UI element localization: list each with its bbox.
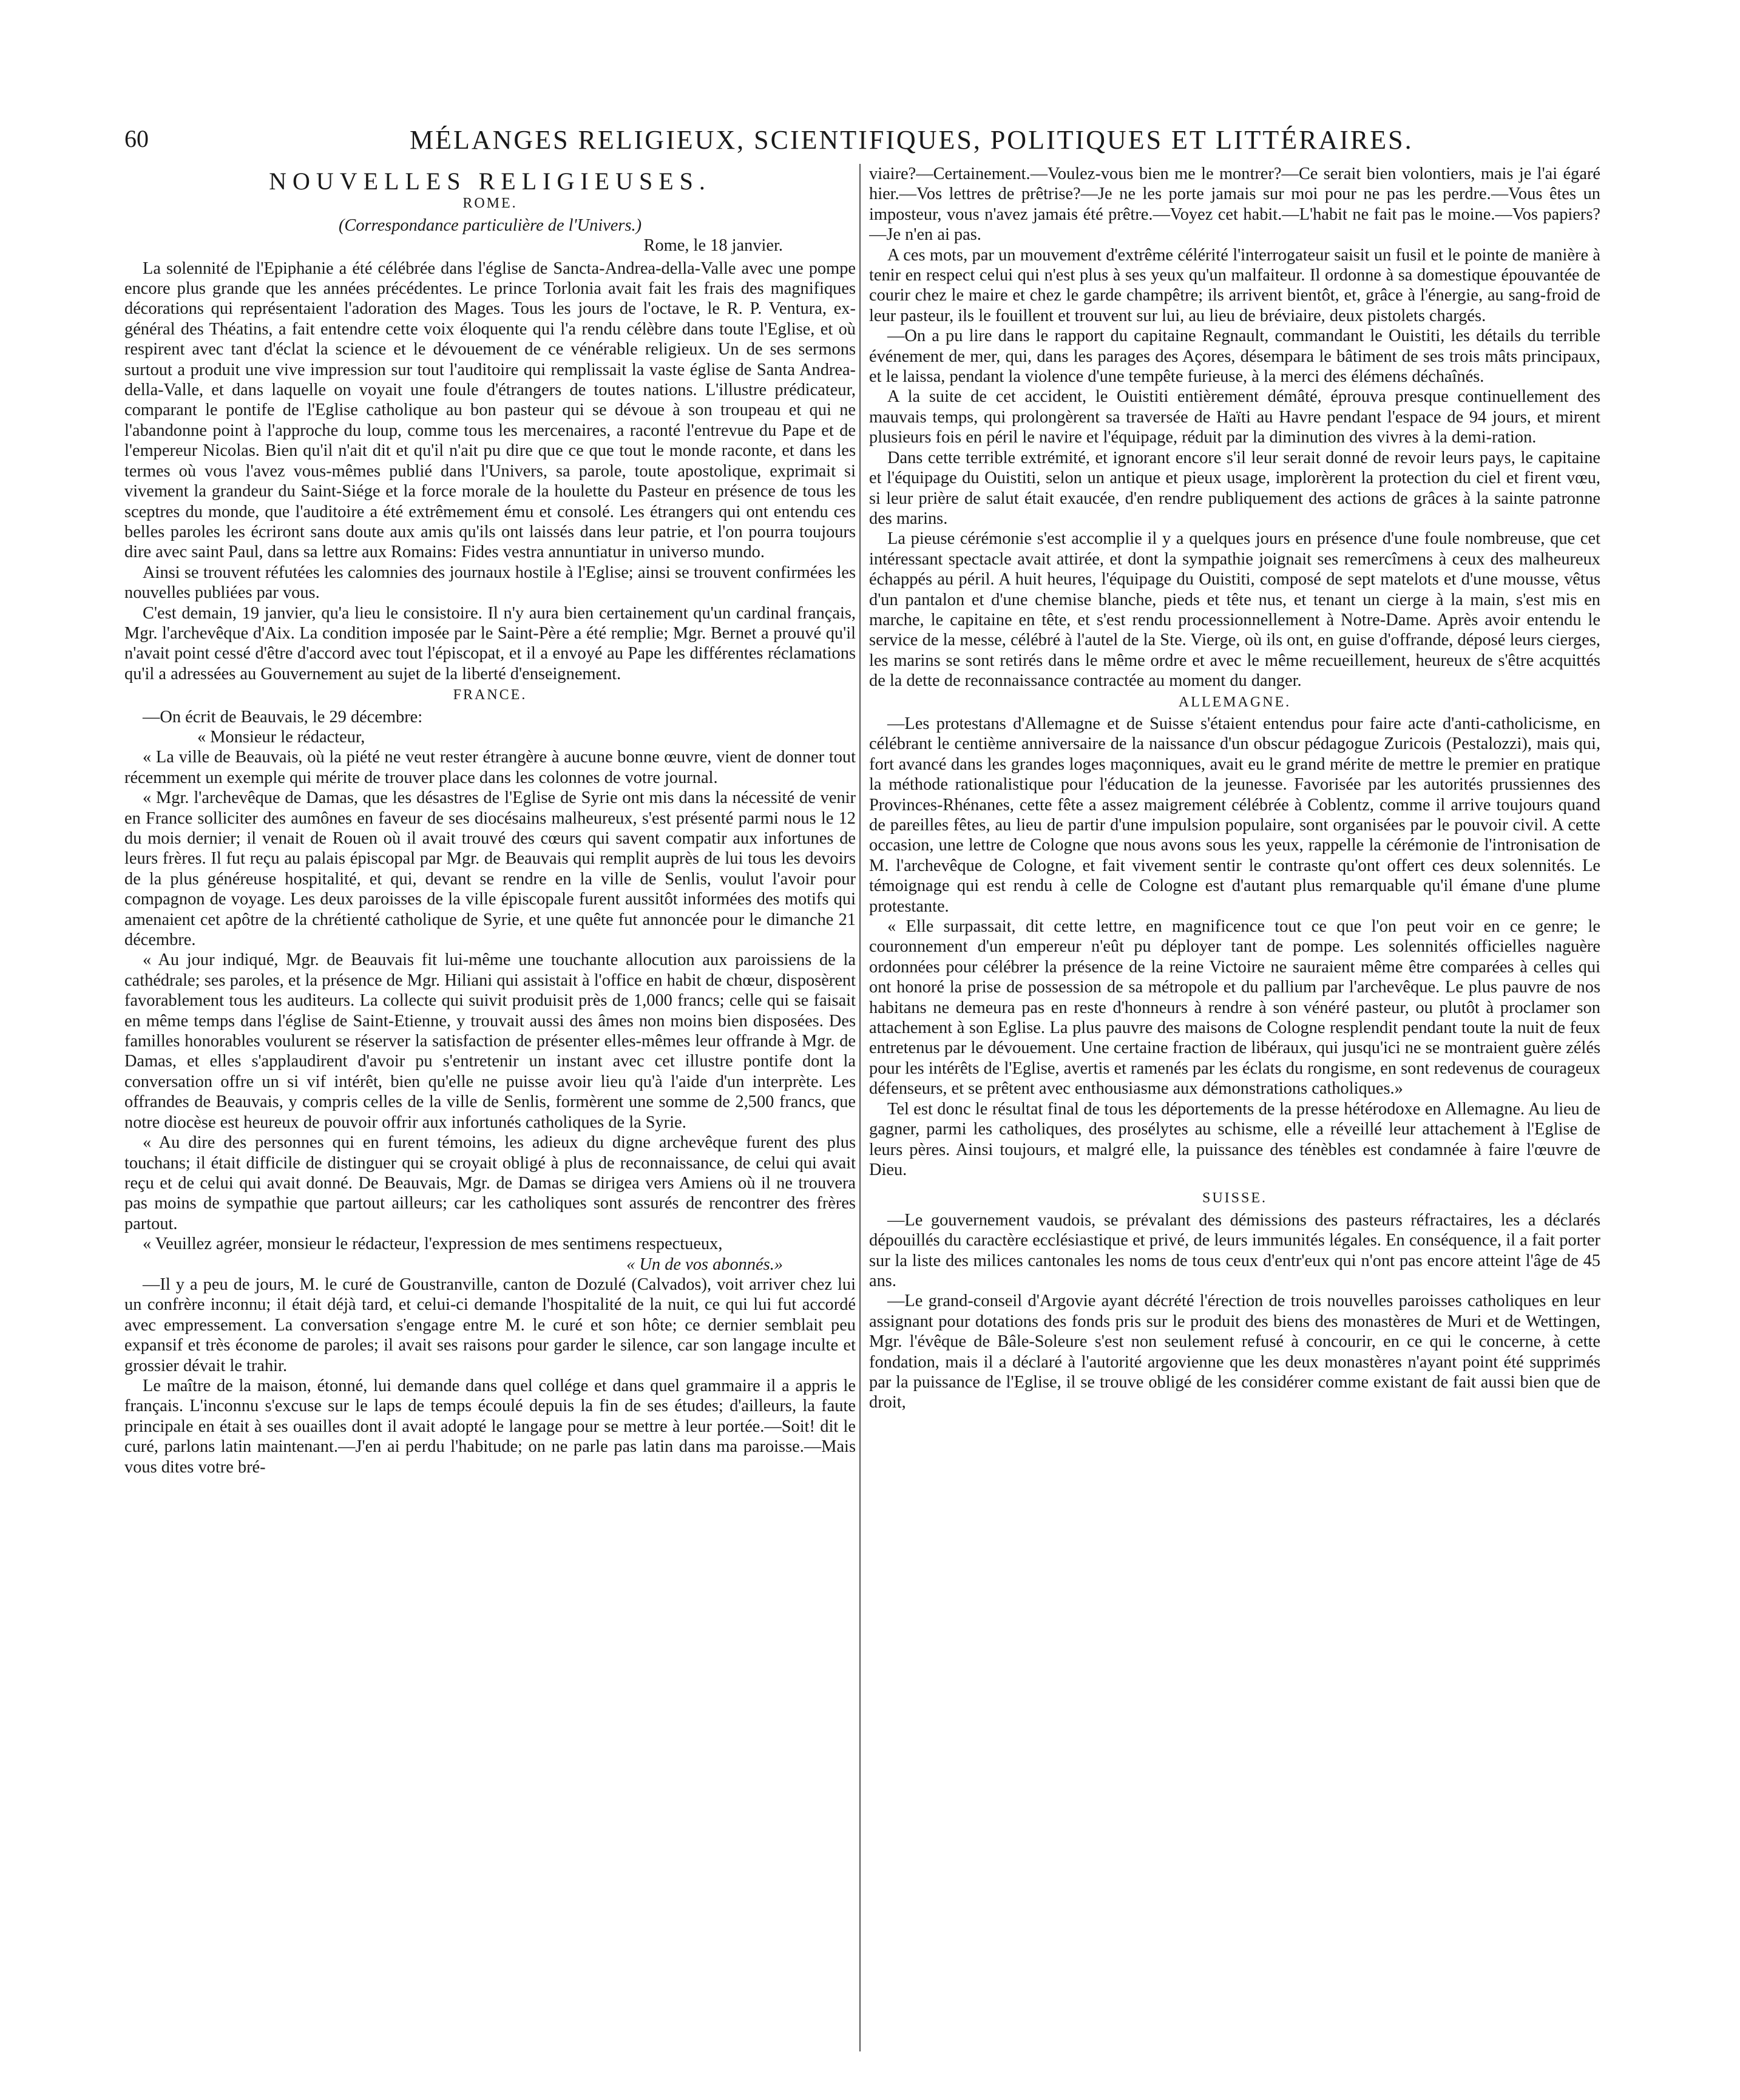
france-paragraph: « Au jour indiqué, Mgr. de Beauvais fit lui-même une touchante allocution aux paroissiens de la cathédrale; ses paroles, et la présence de Mgr. Hiliani qui assistait à l'office en habit de chœur, disposèrent favorablement tous les auditeurs. La collecte qui suivit produisit près de 1,000 francs; celle qui se faisait en même temps dans l'église de Saint-Etienne, y trouvait aussi des âmes non moins bien disposées. Des familles honorables voulurent se réserver la satisfaction de présenter elles-mêmes leur offrande à Mgr. de Damas, et elles s'applaudirent d'avoir pu s'entretenir un instant avec cet illustre pontife dont la conversation offre un si vif intérêt, bien qu'elle ne puisse avoir lieu qu'à l'aide d'un interprète. Les offrandes de Beauvais, y compris celles de la ville de Senlis, formèrent une somme de 2,500 francs, que notre diocèse est heureux de pouvoir offrir aux infortunés catholiques de la Syrie. [124,950,856,1132]
france-paragraph: « Au dire des personnes qui en furent témoins, les adieux du digne archevêque furent des plus touchans; il était difficile de distinguer qui se croyait obligé à plus de reconnaissance, de celui qui avait reçu et de celui qui avait donné. De Beauvais, Mgr. de Damas se dirigea vers Amiens où il ne trouvera pas moins de sympathie que partout ailleurs; car les catholiques sont assurés de rencontrer des frères partout. [124,1133,856,1233]
letter-salutation: « Monsieur le rédacteur, [197,727,365,747]
rome-dateline: Rome, le 18 janvier. [643,236,783,256]
article-paragraph: « Elle surpassait, dit cette lettre, en magnificence tout ce que l'on peut voir en ce genre; le couronnement d'un empereur n'eût pu déployer tant de pompe. Les solennités officielles naguère ordonnées pour célébrer la présence de la reine Victoire ne sauraient même être comparées à celles qui ont honoré la prise de possession de sa métropole et du pallium par l'archevêque. Le plus pauvre de nos habitans ne demeura pas en reste d'honneurs à rendre à son vénéré pasteur, ou plutôt à proclamer son attachement à son Eglise. La plus pauvre des maisons de Cologne resplendit pendant toute la nuit de feux entretenus par le dévouement. Une certaine fraction de libéraux, qui jusqu'ici ne se montraient guère zélés pour les intérêts de l'Eglise, avertis et ramenés par les éclats du rongisme, en sont redevenus de courageux défenseurs, et se prêtent avec enthousiasme aux démonstrations catholiques.» [869,917,1600,1099]
rome-paragraph: C'est demain, 19 janvier, qu'a lieu le consistoire. Il n'y aura bien certainement qu'un cardinal français, Mgr. l'archevêque d'Aix. La condition imposée par le Saint-Père a été remplie; Mgr. Bernet a prouvé qu'il n'avait point cessé d'être d'accord avec tout l'épiscopat, et il a envoyé au Pape les différentes réclamations qu'il a adressées au Gouvernement au sujet de la liberté d'enseignement. [124,603,856,683]
article-paragraph: —Le gouvernement vaudois, se prévalant des démissions des pasteurs réfractaires, les a déclarés dépouillés du caractère ecclésiastique et privé, de leurs immunités légales. En conséquence, il a fait porter sur la liste des milices cantonales les noms de tous ceux d'entr'eux qui n'ont pas encore atteint l'âge de 45 ans. [869,1210,1600,1290]
article-paragraph: —On a pu lire dans le rapport du capitaine Regnault, commandant le Ouistiti, les détails du terrible événement de mer, qui, dans les parages des Açores, désempara le bâtiment de ses trois mâts principaux, et le laissa, pendant la violence d'une tempête furieuse, à la merci des élémens déchaînés. [869,327,1600,387]
article-paragraph: —Les protestans d'Allemagne et de Suisse s'étaient entendus pour faire acte d'anti-catholicisme, en célébrant le centième anniversaire de la naissance d'un obscur pédagogue Zuricois (Pestalozzi), mais qui, fort avancé dans les grandes loges maçonniques, avait eu le grand mérite de mettre le premier en pratique la méthode rationalistique pour l'éducation de la jeunesse. Favorisée par les autorités prussiennes des Provinces-Rhénanes, cette fête a assez maigrement célébrée à Coblentz, comme il arrive toujours quand de pareilles fêtes, au lieu de partir d'une impulsion populaire, sont organisées par le pouvoir civil. A cette occasion, une lettre de Cologne que nous avons sous les yeux, rappelle la cérémonie de l'intronisation de M. l'archevêque de Cologne, et fait vivement sentir le contraste qu'ont offert ces deux solennités. Le témoignage qui est rendu à celle de Cologne est d'autant plus remarquable qu'il émane d'une plume protestante. [869,714,1600,916]
article-paragraph: A ces mots, par un mouvement d'extrême célérité l'interrogateur saisit un fusil et le pointe de manière à tenir en respect celui qui n'est plus à ses yeux qu'un malfaiteur. Il ordonne à sa domestique épouvantée de courir chez le maire et chez le garde champêtre; ils arrivent bientôt, et, grâce à l'énergie, au sang-froid de leur pasteur, ils le fouillent et trouvent sur lui, au lieu de bréviaire, deux pistolets chargés. [869,245,1600,325]
rome-paragraph: Ainsi se trouvent réfutées les calomnies des journaux hostile à l'Eglise; ainsi se trouvent confirmées les nouvelles publiées par vous. [124,563,856,603]
right-column [869,164,1600,2058]
article-paragraph: —Le grand-conseil d'Argovie ayant décrété l'érection de trois nouvelles paroisses catholiques en leur assignant pour dotations des fonds pris sur le produit des biens des monastères de Muri et de Wettingen, Mgr. l'évêque de Bâle-Soleure s'est non seulement refusé à concourir, en ce qui le concerne, à cette fondation, mais il a déclaré à l'autorité argovienne que les deux monastères n'ayant point été supprimés par la puissance de l'Eglise, il se trouve obligé de les considérer comme existant de fait aussi bien que de droit, [869,1292,1600,1412]
allemagne-heading: ALLEMAGNE. [1178,694,1291,710]
article-paragraph: Tel est donc le résultat final de tous les déportements de la presse hétérodoxe en Allemagne. Au lieu de gagner, parmi les catholiques, des prosélytes au schisme, elle a réveillé leur attachement à l'Eglise de leurs pères. Ainsi toujours, et malgré elle, la puissance des ténèbles est condamnée à faire l'œuvre de Dieu. [869,1099,1600,1179]
running-title: MÉLANGES RELIGIEUX, SCIENTIFIQUES, POLITIQUES ET LITTÉRAIRES. [410,125,1413,155]
article-paragraph: viaire?—Certainement.—Voulez-vous bien me le montrer?—Ce serait bien volontiers, mais je l'ai égaré hier.—Vos lettres de prêtrise?—Je ne les porte jamais sur moi pour ne pas les perdre.—Vous êtes un imposteur, vous n'avez jamais été prêtre.—Voyez cet habit.—L'habit ne fait pas le moine.—Vos papiers?—Je n'en ai pas. [869,164,1600,245]
section-title: NOUVELLES RELIGIEUSES. [269,168,711,195]
france-paragraph: —Il y a peu de jours, M. le curé de Goustranville, canton de Dozulé (Calvados), voit arriver chez lui un confrère inconnu; il était déjà tard, et celui-ci demande l'hospitalité de la nuit, ce qui lui fut accordé avec empressement. La conversation s'engage entre M. le curé et son hôte; ce dernier semblait peu expansif et très économe de paroles; il avait ses raisons pour garder le silence, car son langage inculte et grossier dévait le trahir. [124,1275,856,1375]
france-heading: FRANCE. [453,687,527,703]
page-number: 60 [124,125,149,152]
france-paragraph: « Veuillez agréer, monsieur le rédacteur, l'expression de mes sentimens respectueux, [143,1235,723,1254]
left-column [124,164,856,2058]
france-paragraph: —On écrit de Beauvais, le 29 décembre: [143,707,423,727]
rome-paragraph: La solennité de l'Epiphanie a été célébrée dans l'église de Sancta-Andrea-della-Valle avec une pompe encore plus grande que les années précédentes. Le prince Torlonia avait fait les frais des magnifiques décorations qui représentaient l'adoration des Mages. Tous les jours de l'octave, le R. P. Ventura, ex-général des Théatins, a fait entendre cette voix éloquente qui l'a rendu célèbre dans toute l'Eglise, et où respirent avec tant d'éclat la science et le dévouement de ce vénérable religieux. Un de ses sermons surtout a produit une vive impression sur tout l'auditoire qui remplissait la vaste église de Santa Andrea-della-Valle, et dans laquelle on voyait une foule d'étrangers de toutes nations. L'illustre prédicateur, comparant le pontife de l'Eglise catholique au bon pasteur qui se dévoue à son troupeau et qui ne l'abandonne point à l'approche du loup, comme tous les mercenaires, a raconté l'entrevue du Pape et de l'empereur Nicolas. Bien qu'il n'ait dit et qu'il n'ait pu dire que ce que tout le monde raconte, et dans les termes où vous l'avez vous-mêmes publié dans l'Univers, sa parole, toute apostolique, exprimait si vivement la grandeur du Saint-Siége et la force morale de la houlette du Pasteur en présence de tous les sceptres du monde, que l'auditoire a été extrêmement ému et consolé. Les étrangers qui ont entendu ces belles paroles les écriront sans doute aux amis qu'ils ont laissés dans leur patrie, et l'on pourra toujours dire avec saint Paul, dans sa lettre aux Romains: Fides vestra annuntiatur in universo mundo. [124,259,856,562]
page-header [124,124,1666,161]
rome-heading: ROME. [462,195,518,212]
article-paragraph: A la suite de cet accident, le Ouistiti entièrement démâté, éprouva presque continuellement des mauvais temps, qui prolongèrent sa traversée de Haïti au Havre pendant l'espace de 94 jours, et mirent plusieurs fois en péril le navire et l'équipage, réduit par la diminution des vivres à la demi-ration. [869,387,1600,447]
article-paragraph: Dans cette terrible extrémité, et ignorant encore s'il leur serait donné de revoir leurs pays, le capitaine et l'équipage du Ouistiti, selon un antique et pieux usage, implorèrent la protection du ciel et firent vœu, si leur prière de salut était exaucée, d'en rendre publiquement des actions de grâces à la sainte patronne des marins. [869,448,1600,528]
letter-signature: « Un de vos abonnés.» [626,1255,783,1274]
france-paragraph: Le maître de la maison, étonné, lui demande dans quel collége et dans quel grammaire il a appris le français. L'inconnu s'excuse sur le laps de temps écoulé depuis la fin de ses études; d'ailleurs, la faute principale en était à ses ouailles dont il avait adopté le langage pour se mettre à leur portée.—Soit! dit le curé, parlons latin maintenant.—J'en ai perdu l'habitude; on ne parle pas latin dans ma paroisse.—Mais vous dites votre bré- [124,1376,856,1477]
rome-subtitle: (Correspondance particulière de l'Univers.) [338,215,642,235]
france-paragraph: « Mgr. l'archevêque de Damas, que les désastres de l'Eglise de Syrie ont mis dans la nécessité de venir en France solliciter des aumônes en faveur de ses diocésains malheureux, s'est présenté parmi nous le 12 du mois dernier; il venait de Rouen où il avait trouvé des cœurs qui savent compatir aux infortunes de leurs frères. Il fut reçu au palais épiscopal par Mgr. de Beauvais qui remplit auprès de lui tous les devoirs de la plus généreuse hospitalité, et qui, devant se rendre en la ville de Senlis, voulut l'avoir pour compagnon de voyage. Les deux paroisses de la ville épiscopale furent aussitôt informées des motifs qui amenaient cet apôtre de la chrétienté catholique de Syrie, et une quête fut annoncée pour le dimanche 21 décembre. [124,788,856,950]
article-paragraph: La pieuse cérémonie s'est accomplie il y a quelques jours en présence d'une foule nombreuse, que cet intéressant spectacle avait attirée, et dont la sympathie joignait ses remercîmens à ceux des malheureux échappés au péril. A huit heures, l'équipage du Ouistiti, composé de sept matelots et d'une mousse, vêtus d'un pantalon et d'une chemise blanche, pieds et tête nus, et tenant un cierge à la main, s'est mis en marche, le capitaine en tête, et s'est rendu processionnellement à Notre-Dame. Après avoir entendu le service de la messe, célébré à l'autel de la Ste. Vierge, où ils ont, en guise d'offrande, déposé leurs cierges, les marins se sont retirés dans le même ordre et avec le même recueillement, heureux de s'être acquittés de la dette de reconnaissance contractée au moment du danger. [869,529,1600,691]
column-divider [859,164,861,2051]
france-paragraph: « La ville de Beauvais, où la piété ne veut rester étrangère à aucune bonne œuvre, vient de donner tout récemment un exemple qui mérite de trouver place dans les colonnes de votre journal. [124,748,856,787]
suisse-heading: SUISSE. [1202,1190,1268,1207]
